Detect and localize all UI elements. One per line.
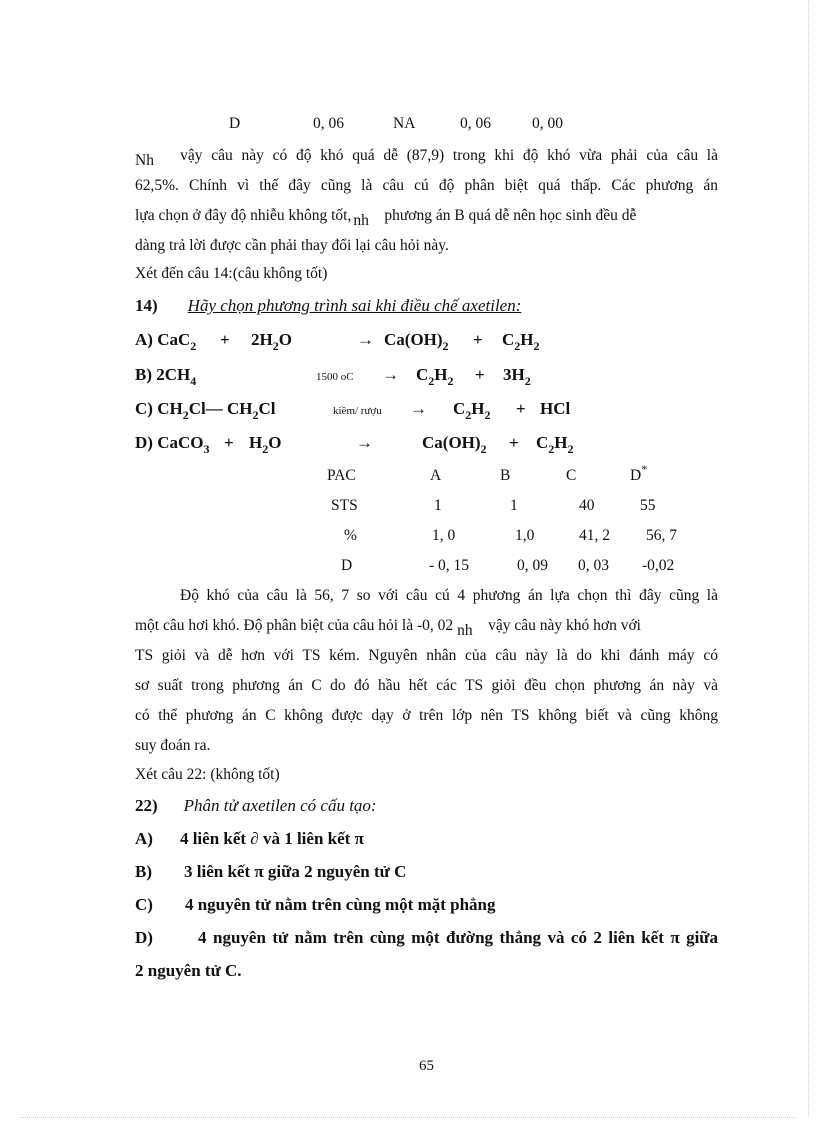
stats-cell: - 0, 15 xyxy=(429,557,470,574)
stats-cell: 1 xyxy=(434,497,442,514)
stats-cell: 1,0 xyxy=(515,527,535,544)
arrow-icon: → xyxy=(382,365,399,384)
stats-cell: 55 xyxy=(640,497,656,514)
q14-option-a: A) CaC$_2$ xyxy=(135,330,197,353)
q14-option-d: D) CaCO$_3$ xyxy=(135,433,210,456)
page-border-right xyxy=(808,0,809,1117)
q22-option-b: B) 3 liên kết π giữa 2 nguyên tử C xyxy=(135,862,407,881)
page-border-bottom xyxy=(20,1117,796,1118)
para2-line6: suy đoán ra. xyxy=(135,737,211,754)
top-row-value-1: 0, 06 xyxy=(313,115,344,132)
top-row-value-2: NA xyxy=(393,115,416,132)
stats-cell: 56, 7 xyxy=(646,527,677,544)
q22-option-a: A) 4 liên kết ∂ và 1 liên kết π xyxy=(135,829,364,848)
stats-cell: 1 xyxy=(510,497,518,514)
arrow-icon: → xyxy=(357,330,374,349)
stats-cell: D xyxy=(341,557,353,574)
condition-label: kiềm/ rượu xyxy=(333,405,382,417)
top-row-label: D xyxy=(229,115,241,132)
para2-line3: TS giỏi và dễ hơn với TS kém. Nguyên nhân của câu này là do khi đánh máy có xyxy=(135,647,718,664)
stats-cell: C xyxy=(566,467,577,484)
q22-number: 22) xyxy=(135,796,158,815)
q14-option-c: C) $CH_2Cl—$ $CH_2Cl$ xyxy=(135,399,276,422)
q22-intro: Xét câu 22: (không tốt) xyxy=(135,766,280,783)
q22-option-c: C) 4 nguyên tử nằm trên cùng một mặt phẳng xyxy=(135,895,496,914)
nh-small-marker: nh xyxy=(457,622,473,639)
q14-option-b: B) $2CH_4$ xyxy=(135,365,197,388)
stats-cell: STS xyxy=(331,497,358,514)
top-row-value-4: 0, 00 xyxy=(532,115,563,132)
stats-cell: % xyxy=(344,527,357,544)
stats-cell: 41, 2 xyxy=(579,527,610,544)
nh-small-marker: nh xyxy=(353,212,369,229)
stats-cell: 0, 03 xyxy=(578,557,609,574)
q22-option-d-continued: 2 nguyên tử C. xyxy=(135,961,242,980)
q14-heading xyxy=(135,296,521,316)
condition-label: 1500 oC xyxy=(316,371,354,383)
stats-cell: 1, 0 xyxy=(432,527,456,544)
stats-cell: 0, 09 xyxy=(517,557,548,574)
para1-line4: dàng trả lời được cần phải thay đổi lại câu hỏi này. xyxy=(135,237,449,254)
q14-number: 14) xyxy=(135,296,158,315)
stats-cell: A xyxy=(430,467,442,484)
q22-option-d: D) 4 nguyên tử nằm trên cùng một đường thẳng và có 2 liên kết π giữa xyxy=(135,928,719,947)
para2-line1: Độ khó của câu là 56, 7 so với câu cú 4 phương án lựa chọn thì đây cũng là xyxy=(180,587,718,604)
page-number: 65 xyxy=(419,1058,434,1074)
arrow-icon: → xyxy=(410,399,427,418)
q22-heading xyxy=(135,796,377,816)
para2-line4: sơ suất trong phương án C do đó hầu hết các TS giỏi đều chọn phương án này và xyxy=(135,677,718,694)
para1-line1: Nh vậy câu này có độ khó quá dễ (87,9) trong khi độ khó vừa phải của câu là xyxy=(135,147,718,169)
stats-cell-key: D* xyxy=(630,462,648,484)
q22-title: Phân tử axetilen có cấu tạo: xyxy=(183,796,377,815)
para2-line2: một câu hơi khó. Độ phân biệt của câu hỏi là -0, 02 nh vậy câu này khó hơn với xyxy=(135,617,641,639)
para1-line3: lựa chọn ở đây độ nhiễu không tốt, nh phương án B quá dễ nên học sinh đều dễ xyxy=(135,207,637,229)
para1-line2: 62,5%. Chính vì thế đây cũng là câu cú độ phân biệt quá thấp. Các phương án xyxy=(135,177,718,194)
q14-title: Hãy chọn phương trình sai khi điều chế axetilen: xyxy=(187,296,522,315)
arrow-icon: → xyxy=(356,433,373,452)
stats-cell: -0,02 xyxy=(642,557,675,574)
stats-cell: B xyxy=(500,467,511,484)
top-row-value-3: 0, 06 xyxy=(460,115,491,132)
stats-cell: PAC xyxy=(327,467,356,484)
q14-intro: Xét đến câu 14:(câu không tốt) xyxy=(135,265,328,282)
key-star: * xyxy=(641,462,648,476)
stats-cell: 40 xyxy=(579,497,595,514)
para2-line5: có thể phương án C không được dạy ở trên lớp nên TS không biết và cũng không xyxy=(135,707,718,724)
nh-marker: Nh xyxy=(135,152,154,169)
document-page: D 0, 06 NA 0, 06 0, 00 Nh vậy câu này có độ khó quá dễ (87,9) trong khi độ khó vừa phải của câu là 62,5%. Chính vì thế đây cũng là câu cú độ phân biệt quá thấp. Các phương án lựa chọn ở đây độ nhiễu không tốt, nh phương án B quá dễ nên học sinh đều dễ dàng trả lời được cần phải thay đổi lại câu hỏi này. Xét đến câu 14:(câu không tốt) 14) Hãy chọn phương trình sai khi điều chế axetilen: A) CaC$_2$ + $2H_2O$ → $Ca(OH)_2$ + $C_2H_2$ B) $2CH_4$ 1500 oC → $C_2H_2$ + $3H_2$ C) $CH_2Cl—$ $CH_2Cl$ kiềm/ rượu → $C_2H_2$ + HCl D) CaCO$_3$ + $H_2O$ → $Ca(OH)_2$ + $C_2H_2$ PAC A B C D* STS 1 1 40 55 % 1, 0 1,0 41, 2 56, 7 D - 0, 15 0, 09 0, 03 -0,02 Độ khó của câu là 56, 7 so với câu cú 4 phương án lựa chọn thì đây cũng là một câu hơi khó. Độ phân biệt của câu hỏi là -0, 02 nh vậy câu này khó hơn với TS giỏi và dễ hơn với TS kém. Nguyên nhân của câu này là do khi đánh máy có sơ suất trong phương án C do đó hầu hết các TS giỏi đều chọn phương án này và có thể phương án C không được dạy ở trên lớp nên TS không biết và cũng không suy đoán ra. Xét câu 22: (không tốt) 22) Phân tử axetilen có cấu tạo: A) 4 liên kết ∂ và 1 liên kết π B) 3 liên kết π giữa 2 nguyên tử C C) 4 nguyên tử nằm trên cùng một mặt phẳng D) 4 nguyên tử nằm trên cùng một đường thẳng và có 2 liên kết π giữa 2 nguyên tử C. 65 xyxy=(0,0,816,1123)
